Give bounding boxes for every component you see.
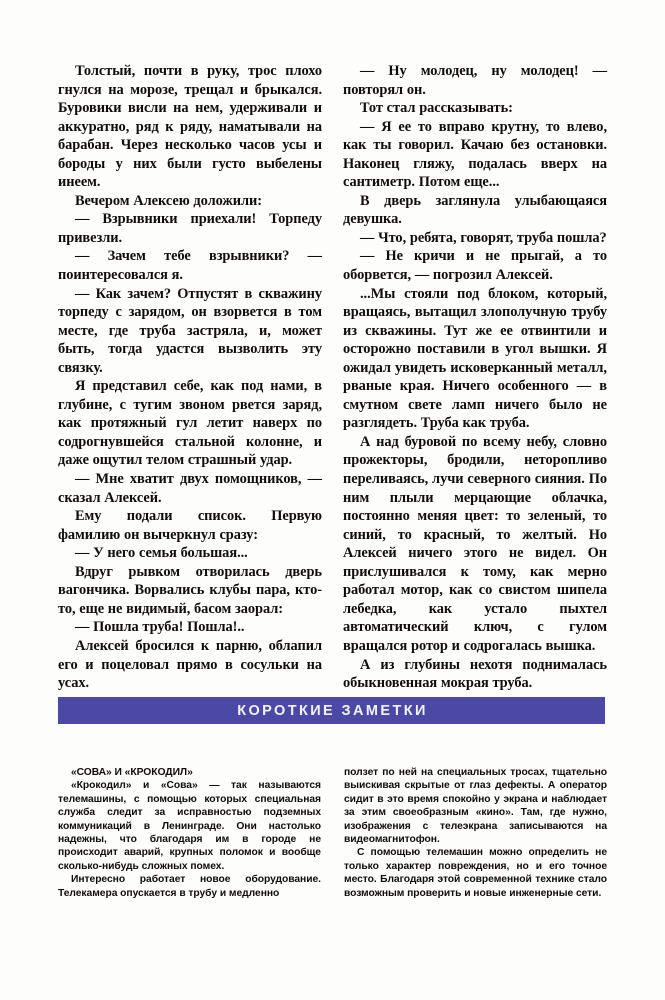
- story-paragraph: Ему подали список. Первую фамилию он вычеркнул сразу:: [58, 508, 322, 543]
- story-paragraph: Алексей бросился к парню, облапил его и поцеловал прямо в сосульки на усах.: [58, 637, 322, 692]
- note-title: «СОВА» И «КРОКОДИЛ»: [71, 767, 193, 778]
- story-paragraph: Тот стал рассказывать:: [360, 100, 513, 117]
- story-paragraph: — У него семья большая...: [75, 545, 248, 562]
- story-article: [58, 62, 607, 693]
- section-banner: [58, 697, 605, 724]
- story-paragraph: — Как зачем? Отпустят в скважину торпеду с зарядом, он взорвется в том месте, где труба застряла, и, может быть, тогда удастся вызволить эту связку.: [58, 285, 322, 376]
- story-paragraph: — Я ее то вправо крутну, то влево, как ты говорил. Качаю без остановки. Наконец гляжу, подалась вверх на сантиметр. Потом еще...: [343, 118, 607, 191]
- note-paragraph: С помощью телемашин можно определить не только характер повреждения, но и его точное место. Благодаря этой современной технике стало возможным проверить и новые инженерные сети.: [344, 847, 607, 899]
- story-paragraph: — Не кричи и не прыгай, а то оборвется, — погрозил Алексей.: [343, 248, 607, 284]
- story-paragraph: — Мне хватит двух помощников, — сказал Алексей.: [58, 471, 322, 506]
- note-paragraph: Интересно работает новое оборудование. Телекамера опускается в трубу и медленно: [58, 874, 321, 899]
- story-paragraph: ...Мы стояли под блоком, который, вращаясь, вытащил злополучную трубу из скважины. Тут же ее отвинтили и осторожно поставили в угол вышки. Я ожидал увидеть исковерканный металл, рваные края. Ничего особенного — в смутном свете ламп ничего было не разглядеть. Труба как труба.: [343, 285, 607, 432]
- short-note-article: [58, 766, 607, 900]
- note-left-column: [58, 766, 321, 900]
- story-paragraph: Вечером Алексею доложили:: [75, 192, 263, 209]
- note-paragraph: ползет по ней на специальных тросах, тщательно выискивая скрытые от глаз дефекты. А оператор сидит в это время спокойно у экрана и наблюдает за этим своеобразным «кино». Там, где нужно, изображения с телеэкрана записываются на видеомагнитофон.: [344, 767, 607, 846]
- story-paragraph: В дверь заглянула улыбающаяся девушка.: [343, 192, 607, 228]
- story-paragraph: Толстый, почти в руку, трос плохо гнулся на морозе, трещал и брыкался. Буровики висли на нем, удерживали и аккуратно, ряд к ряду, наматывали на барабан. Через несколько часов усы и бороды у них были густо выбелены инеем.: [58, 63, 322, 191]
- story-paragraph: — Зачем тебе взрывники? — поинтересовался я.: [58, 248, 322, 284]
- story-right-column: [343, 62, 607, 693]
- story-left-column: [58, 62, 322, 693]
- story-paragraph: Вдруг рывком отворилась дверь вагончика. Ворвались клубы пара, кто-то, еще не видимый, басом заорал:: [58, 563, 322, 617]
- note-paragraph: «Крокодил» и «Сова» — так называются телемашины, с помощью которых специальная служба следит за исправностью подземных коммуникаций в Ленинграде. Они настолько надежны, что благодаря им в городе не происходит аварий, крупных поломок и вообще сколько-нибудь сложных помех.: [58, 780, 321, 872]
- section-banner-label: КОРОТКИЕ ЗАМЕТКИ: [237, 702, 428, 719]
- story-paragraph: — Ну молодец, ну молодец! — повторял он.: [343, 63, 607, 98]
- story-paragraph: Я представил себе, как под нами, в глубине, с тугим звоном рвется заряд, как протяжный гул летит наверх по содрогнувшейся стальной колонне, и даже ощутил телом страшный удар.: [58, 378, 322, 469]
- story-paragraph: — Пошла труба! Пошла!..: [75, 619, 245, 636]
- story-paragraph: — Что, ребята, говорят, труба пошла?: [360, 229, 607, 246]
- story-paragraph: А из глубины нехотя поднималась обыкновенная мокрая труба.: [343, 656, 607, 692]
- note-right-column: [344, 766, 607, 900]
- story-paragraph: А над буровой по всему небу, словно прожекторы, бродили, неторопливо переливаясь, лучи северного сияния. По ним плыли мерцающие облачка, постоянно меняя цвет: то зеленый, то синий, то красный, то желтый. Но Алексей ничего этого не видел. Он прислушивался к тому, как мерно работал мотор, как со свистом шипела лебедка, как устало пыхтел автоматический ключ, с гулом вращался ротор и содрогалась вышка.: [343, 433, 607, 654]
- story-paragraph: — Взрывники приехали! Торпеду привезли.: [58, 211, 322, 246]
